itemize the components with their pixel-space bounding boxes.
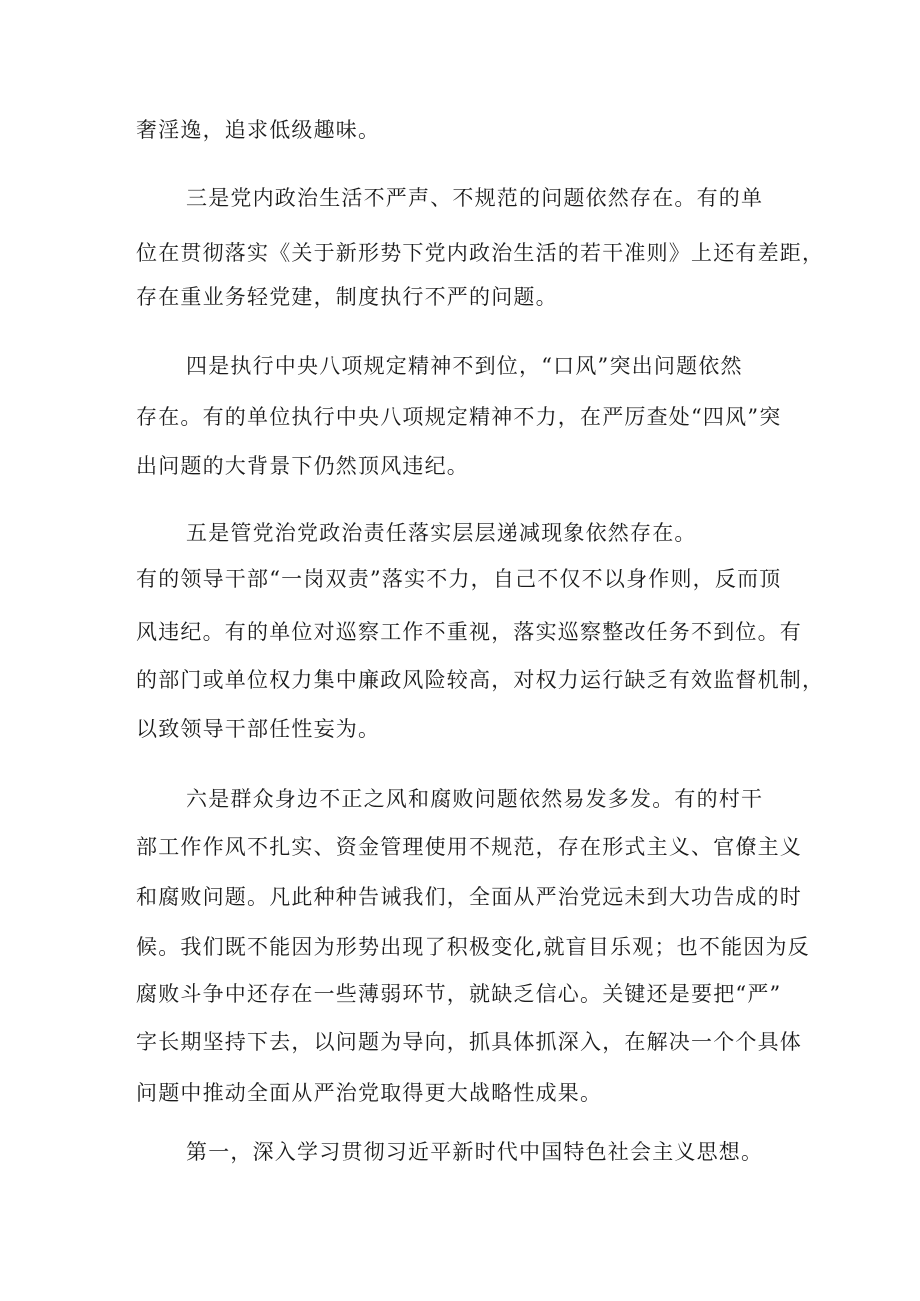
text-line: 的部门或单位权力集中廉政风险较高，对权力运行缺乏有效监督机制， [136, 668, 825, 692]
text-line: 存在重业务轻党建，制度执行不严的问题。 [136, 285, 558, 309]
text-line: 和腐败问题。凡此种种告诫我们，全面从严治党远未到大功告成的时 [136, 885, 802, 909]
section-heading: 第一，深入学习贯彻习近平新时代中国特色社会主义思想。 [186, 1140, 764, 1164]
text-line: 有的领导干部“一岗双责”落实不力，自己不仅不以身作则，反而顶 [136, 567, 782, 591]
text-line: 以致领导干部任性妄为。 [136, 717, 381, 741]
paragraph-first-line: 五是管党治党政治责任落实层层递减现象依然存在。 [186, 521, 697, 545]
text-line: 出问题的大背景下仍然顶风违纪。 [136, 454, 469, 478]
text-line: 问题中推动全面从严治党取得更大战略性成果。 [136, 1081, 603, 1105]
text-line: 位在贯彻落实《关于新形势下党内政治生活的若干准则》上还有差距， [136, 241, 825, 265]
text-line: 奢淫逸，追求低级趣味。 [136, 118, 381, 142]
text-line: 部工作作风不扎实、资金管理使用不规范，存在形式主义、官僚主义 [136, 835, 802, 859]
text-line: 风违纪。有的单位对巡察工作不重视，落实巡察整改任务不到位。有 [136, 620, 802, 644]
paragraph-first-line: 四是执行中央八项规定精神不到位，“口风”突出问题依然 [186, 354, 743, 378]
paragraph-first-line: 三是党内政治生活不严声、不规范的问题依然存在。有的单 [186, 186, 764, 210]
text-line: 存在。有的单位执行中央八项规定精神不力，在严厉查处“四风”突 [136, 405, 782, 429]
text-line: 字长期坚持下去，以问题为导向，抓具体抓深入，在解决一个个具体 [136, 1030, 802, 1054]
text-line: 腐败斗争中还存在一些薄弱环节，就缺乏信心。关键还是要把“严” [136, 982, 782, 1006]
paragraph-first-line: 六是群众身边不正之风和腐败问题依然易发多发。有的村干 [186, 787, 764, 811]
text-line: 候。我们既不能因为形势出现了积极变化,就盲目乐观；也不能因为反 [136, 935, 810, 959]
